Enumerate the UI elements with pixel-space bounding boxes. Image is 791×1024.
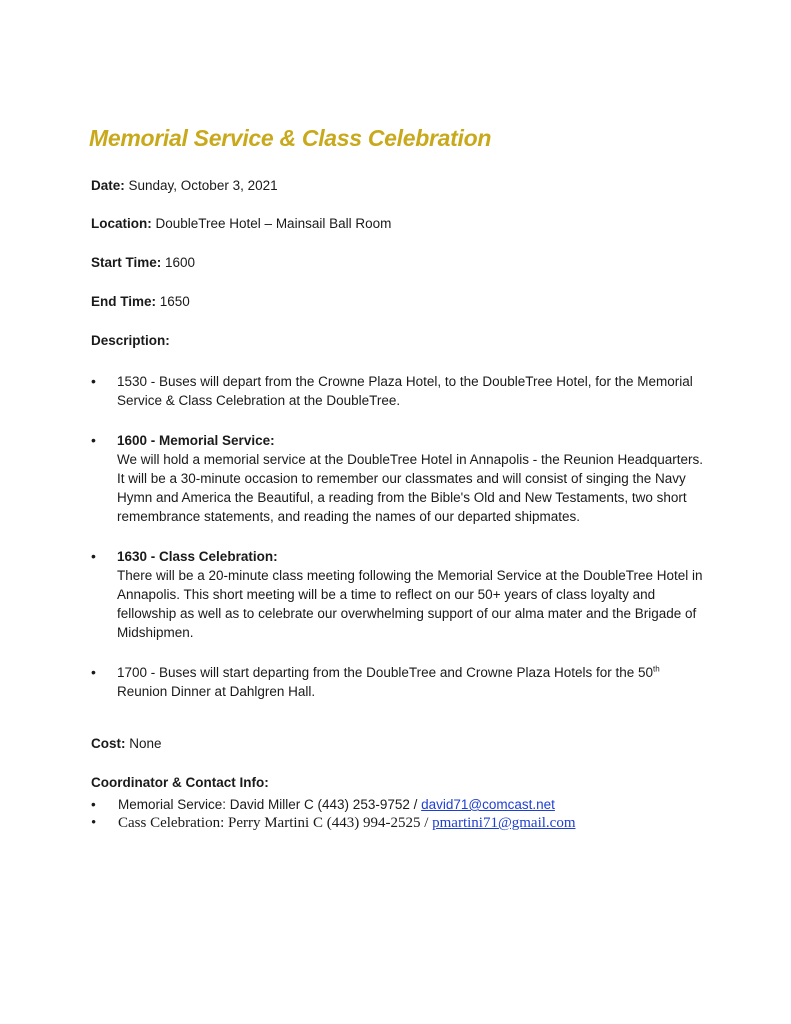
- start-time-field: [91, 255, 195, 270]
- start-time-value: 1600: [161, 255, 196, 270]
- bullet-icon: •: [91, 815, 97, 831]
- schedule-item-heading: 1600 - Memorial Service:: [117, 433, 275, 448]
- contact-item: [91, 795, 576, 814]
- bullet-icon: •: [91, 664, 96, 680]
- cost-label: Cost:: [91, 736, 126, 751]
- schedule-item-text: 1700 - Buses will start departing from the DoubleTree and Crowne Plaza Hotels for the 50: [117, 665, 654, 680]
- cost-field: [91, 736, 162, 751]
- contact-text: Cass Celebration: Perry Martini C (443) 994-2525 /: [118, 815, 433, 831]
- location-field: [91, 216, 391, 231]
- schedule-item-text: There will be a 20-minute class meeting following the Memorial Service at the DoubleTree Hotel in Annapolis. This short meeting will be a time to reflect on our 50+ years of class loyalty and fellowship as well as to celebrate our overwhelming support of our alma mater and the Brigade of Midshipmen.: [117, 568, 703, 640]
- schedule-item-text: 1530 - Buses will depart from the Crowne Plaza Hotel, to the DoubleTree Hotel, for the Memorial Service & Class Celebration at the DoubleTree.: [117, 374, 693, 408]
- end-time-field: [91, 294, 190, 309]
- schedule-item-text-cont: Reunion Dinner at Dahlgren Hall.: [117, 684, 316, 699]
- schedule-item-text: We will hold a memorial service at the DoubleTree Hotel in Annapolis - the Reunion Headquarters. It will be a 30-minute occasion to remember our classmates and will consist of singing the Navy Hymn and America the Beautiful, a reading from the Bible's Old and New Testaments, two short remembrance statements, and reading the names of our departed shipmates.: [117, 452, 704, 524]
- end-time-value: 1650: [156, 294, 190, 309]
- email-link[interactable]: pmartini71@gmail.com: [432, 815, 576, 831]
- bullet-icon: •: [91, 797, 96, 812]
- start-time-label: Start Time:: [91, 255, 162, 270]
- schedule-item: [91, 547, 711, 642]
- date-value: Sunday, October 3, 2021: [124, 178, 278, 193]
- document-title: Memorial Service & Class Celebration: [89, 125, 492, 151]
- schedule-item-heading: 1630 - Class Celebration:: [117, 549, 278, 564]
- bullet-icon: •: [91, 373, 96, 389]
- schedule-item: [91, 372, 711, 410]
- bullet-icon: •: [91, 548, 96, 564]
- cost-value: None: [125, 736, 162, 751]
- ordinal-suffix: th: [653, 664, 660, 674]
- email-link[interactable]: david71@comcast.net: [421, 797, 555, 812]
- schedule-list: [91, 372, 711, 722]
- date-label: Date:: [91, 178, 125, 193]
- description-label: Description:: [91, 333, 170, 348]
- description-field: [91, 333, 170, 348]
- bullet-icon: •: [91, 432, 96, 448]
- location-value: DoubleTree Hotel – Mainsail Ball Room: [151, 216, 392, 231]
- contact-list: [91, 795, 576, 833]
- contact-heading: [91, 775, 269, 790]
- schedule-item: [91, 431, 711, 526]
- end-time-label: End Time:: [91, 294, 157, 309]
- contact-label: Coordinator & Contact Info:: [91, 775, 269, 790]
- schedule-item: [91, 663, 711, 701]
- location-label: Location:: [91, 216, 152, 231]
- contact-item: [91, 814, 576, 833]
- date-field: [91, 178, 278, 193]
- contact-text: Memorial Service: David Miller C (443) 253-9752 /: [118, 797, 422, 812]
